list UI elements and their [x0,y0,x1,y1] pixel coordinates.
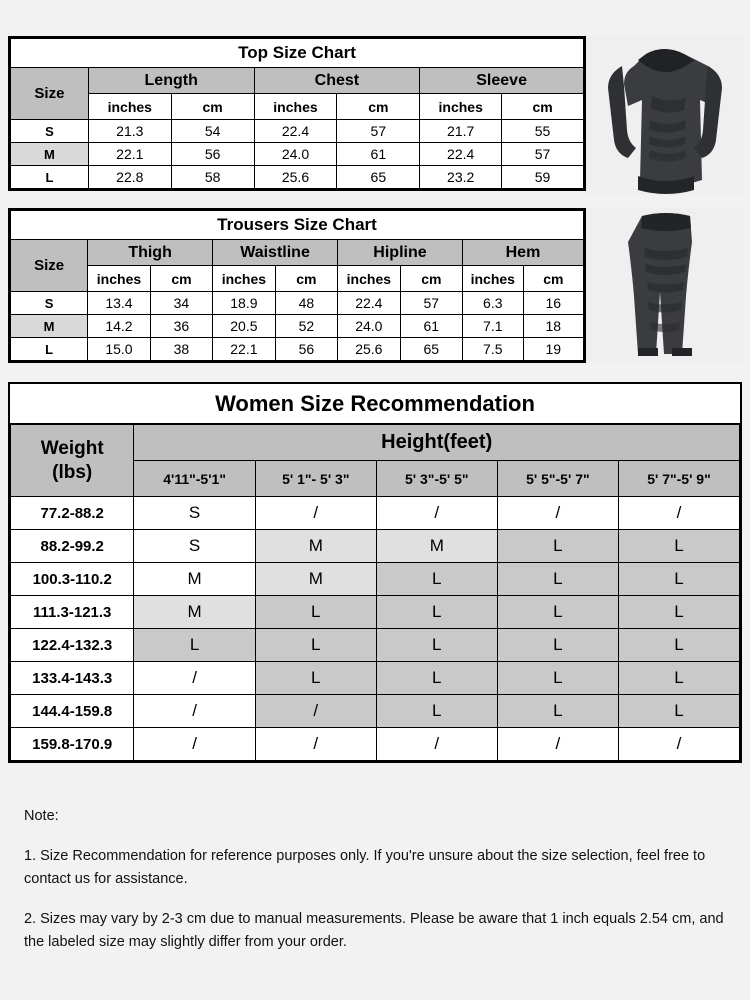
rec-cell: L [497,563,618,596]
weight-header-line1: Weight [40,437,104,459]
top-cell: 22.1 [88,143,171,166]
note-section [24,805,724,971]
height-col-1: 5' 1"- 5' 3" [255,461,376,497]
rec-cell: L [376,629,497,662]
rec-cell: L [255,662,376,695]
rec-cell: S [134,497,255,530]
rec-cell: / [255,497,376,530]
rec-cell: / [134,728,255,761]
trousers-size-chart-title: Trousers Size Chart [11,211,584,240]
top-cell: 24.0 [254,143,337,166]
top-row-size-s: S [11,120,89,143]
top-unit-inches-sleeve: inches [420,94,502,120]
top-row-size-m: M [11,143,89,166]
top-size-chart-title: Top Size Chart [11,39,584,68]
trousers-size-chart-block [8,208,744,363]
trousers-cell: 36 [150,315,212,338]
trousers-cell: 61 [400,315,462,338]
top-cell: 57 [502,143,584,166]
trousers-unit-inches-thigh: inches [88,266,151,292]
trousers-cell: 7.5 [462,338,523,361]
table-row [11,143,584,166]
weight-header [11,425,134,497]
rec-cell: L [376,563,497,596]
trousers-cell: 16 [523,292,583,315]
top-product-image [586,36,744,195]
top-group-sleeve: Sleeve [420,68,584,94]
trousers-unit-cm-hipline: cm [400,266,462,292]
top-cell: 59 [502,166,584,189]
trousers-cell: 34 [150,292,212,315]
rec-cell: M [134,596,255,629]
rec-cell: / [497,497,618,530]
rec-cell: / [255,728,376,761]
rec-cell: L [497,695,618,728]
top-cell: 65 [337,166,420,189]
rec-cell: L [497,596,618,629]
trousers-cell: 38 [150,338,212,361]
note-item-2: 2. Sizes may vary by 2-3 cm due to manual measurements. Please be aware that 1 inch equals 2.54 cm, and the labeled size may slightly differ from your order. [24,911,724,950]
trousers-size-chart-table [10,210,584,361]
table-row [11,266,584,292]
trousers-cell: 18 [523,315,583,338]
rec-cell: L [134,629,255,662]
rec-cell: L [497,662,618,695]
trousers-unit-cm-waistline: cm [275,266,337,292]
table-row [11,563,740,596]
recommendation-table [10,424,740,761]
table-row [11,629,740,662]
table-row [11,662,740,695]
trousers-size-chart-table-wrap [8,208,586,363]
rec-cell: / [376,728,497,761]
top-unit-inches-chest: inches [254,94,337,120]
top-cell: 56 [171,143,254,166]
table-row [11,120,584,143]
table-row [11,728,740,761]
top-size-header: Size [11,68,89,120]
top-cell: 57 [337,120,420,143]
rec-cell: L [376,695,497,728]
rec-cell: L [497,629,618,662]
rec-cell: / [376,497,497,530]
height-header: Height(feet) [134,425,740,461]
table-row [11,596,740,629]
trousers-cell: 13.4 [88,292,151,315]
trousers-cell: 14.2 [88,315,151,338]
table-row [11,94,584,120]
trousers-cell: 22.4 [338,292,401,315]
rec-cell: M [376,530,497,563]
table-row [11,338,584,361]
trousers-unit-cm-thigh: cm [150,266,212,292]
top-cell: 54 [171,120,254,143]
table-row [11,425,740,461]
trousers-size-header: Size [11,240,88,292]
rec-cell: L [376,596,497,629]
rec-cell: L [618,662,739,695]
top-cell: 21.7 [420,120,502,143]
recommendation-title: Women Size Recommendation [10,384,740,424]
weight-range: 111.3-121.3 [11,596,134,629]
top-cell: 21.3 [88,120,171,143]
rec-cell: L [618,629,739,662]
trousers-cell: 65 [400,338,462,361]
trousers-cell: 7.1 [462,315,523,338]
trousers-group-hem: Hem [462,240,583,266]
top-cell: 22.4 [420,143,502,166]
top-size-chart-block [8,36,744,195]
table-row [11,292,584,315]
weight-range: 159.8-170.9 [11,728,134,761]
top-row-size-l: L [11,166,89,189]
trousers-cell: 22.1 [213,338,276,361]
top-unit-inches-length: inches [88,94,171,120]
top-size-chart-table [10,38,584,189]
rec-cell: M [255,563,376,596]
thermal-top-illustration [586,36,744,195]
top-cell: 22.8 [88,166,171,189]
rec-cell: L [376,662,497,695]
thermal-leggings-illustration [586,208,744,362]
top-unit-cm-length: cm [171,94,254,120]
note-heading: Note: [24,808,59,824]
trousers-unit-inches-hem: inches [462,266,523,292]
note-item-1: 1. Size Recommendation for reference purposes only. If you're unsure about the size selection, feel free to contact us for assistance. [24,848,706,887]
trousers-unit-inches-hipline: inches [338,266,401,292]
trousers-cell: 18.9 [213,292,276,315]
top-cell: 61 [337,143,420,166]
top-cell: 55 [502,120,584,143]
trousers-group-thigh: Thigh [88,240,213,266]
rec-cell: L [618,530,739,563]
table-row [11,211,584,240]
weight-range: 133.4-143.3 [11,662,134,695]
rec-cell: L [618,596,739,629]
trousers-group-hipline: Hipline [338,240,463,266]
table-row [11,315,584,338]
rec-cell: S [134,530,255,563]
weight-range: 144.4-159.8 [11,695,134,728]
rec-cell: M [134,563,255,596]
top-cell: 22.4 [254,120,337,143]
top-cell: 58 [171,166,254,189]
table-row [11,497,740,530]
trousers-cell: 48 [275,292,337,315]
weight-range: 77.2-88.2 [11,497,134,530]
trousers-group-waistline: Waistline [213,240,338,266]
trousers-cell: 6.3 [462,292,523,315]
trousers-cell: 15.0 [88,338,151,361]
rec-cell: L [255,596,376,629]
trousers-cell: 20.5 [213,315,276,338]
trousers-row-size-s: S [11,292,88,315]
height-col-2: 5' 3"-5' 5" [376,461,497,497]
weight-range: 100.3-110.2 [11,563,134,596]
trousers-unit-inches-waistline: inches [213,266,276,292]
table-row [11,166,584,189]
rec-cell: / [618,497,739,530]
table-row [11,695,740,728]
top-group-chest: Chest [254,68,420,94]
top-unit-cm-chest: cm [337,94,420,120]
rec-cell: L [618,695,739,728]
trousers-cell: 57 [400,292,462,315]
rec-cell: / [497,728,618,761]
rec-cell: / [134,695,255,728]
weight-range: 88.2-99.2 [11,530,134,563]
table-row [11,39,584,68]
height-col-4: 5' 7"-5' 9" [618,461,739,497]
trousers-row-size-l: L [11,338,88,361]
trousers-row-size-m: M [11,315,88,338]
trousers-product-image [586,208,744,362]
top-size-chart-table-wrap [8,36,586,191]
rec-cell: M [255,530,376,563]
women-size-recommendation-block [8,382,742,763]
height-col-0: 4'11"-5'1" [134,461,255,497]
weight-range: 122.4-132.3 [11,629,134,662]
height-col-3: 5' 5"-5' 7" [497,461,618,497]
trousers-cell: 19 [523,338,583,361]
rec-cell: L [497,530,618,563]
trousers-unit-cm-hem: cm [523,266,583,292]
rec-cell: / [255,695,376,728]
rec-cell: / [134,662,255,695]
top-unit-cm-sleeve: cm [502,94,584,120]
rec-cell: L [255,629,376,662]
top-cell: 25.6 [254,166,337,189]
table-row [11,68,584,94]
top-group-length: Length [88,68,254,94]
trousers-cell: 56 [275,338,337,361]
trousers-cell: 24.0 [338,315,401,338]
table-row [11,530,740,563]
top-cell: 23.2 [420,166,502,189]
trousers-cell: 52 [275,315,337,338]
weight-header-line2: (lbs) [52,461,93,483]
rec-cell: / [618,728,739,761]
table-row [11,240,584,266]
rec-cell: L [618,563,739,596]
trousers-cell: 25.6 [338,338,401,361]
